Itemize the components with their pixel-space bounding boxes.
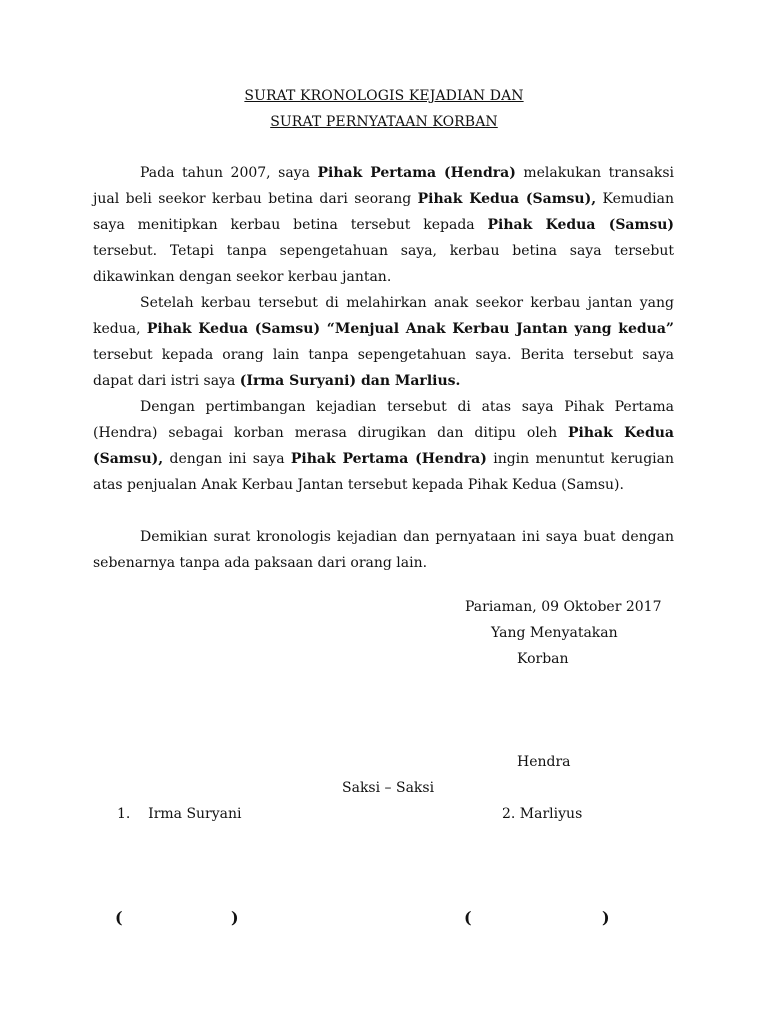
paragraph-3-run-3: dengan ini saya <box>163 451 291 467</box>
paragraph-1-run-5: Kemudian saya menitipkan kerbau betina tersebut kepada <box>93 191 674 233</box>
place-date: Pariaman, 09 Oktober 2017 <box>465 599 662 615</box>
declarant-name: Hendra <box>517 754 571 770</box>
paragraph-1-run-7: tersebut. Tetapi tanpa sepengetahuan saya, kerbau betina saya tersebut dikawinkan dengan seekor kerbau jantan. <box>93 243 674 285</box>
paragraph-3-run-2: Pihak Kedua (Samsu), <box>93 425 674 467</box>
declarant-label: Yang Menyatakan <box>491 625 618 641</box>
paragraph-2-run-3: tersebut kepada orang lain tanpa sepengetahuan saya. Berita tersebut saya dapat dari istri saya <box>93 347 674 389</box>
paragraph-3-run-1: Dengan pertimbangan kejadian tersebut di atas saya Pihak Pertama (Hendra) sebagai korban merasa dirugikan dan ditipu oleh <box>93 399 674 441</box>
paragraph-3-run-4: Pihak Pertama (Hendra) <box>290 451 487 467</box>
witness-2-name: 2. Marliyus <box>502 806 583 822</box>
paragraph-2-run-1: Setelah kerbau tersebut di melahirkan anak seekor kerbau jantan yang kedua, <box>93 295 674 337</box>
paragraph-1-run-2: Pihak Pertama (Hendra) <box>317 165 516 181</box>
paragraph-1-run-1: Pada tahun 2007, saya <box>140 165 318 181</box>
letter-body <box>93 160 674 576</box>
paragraph-4-run-1: Demikian surat kronologis kejadian dan pernyataan ini saya buat dengan sebenarnya tanpa ada paksaan dari orang lain. <box>93 529 674 571</box>
witness-2-signature-open: ( <box>464 908 472 927</box>
paragraph-3 <box>93 394 674 498</box>
witness-1-name: 1. Irma Suryani <box>117 806 242 822</box>
paragraph-1-run-4: Pihak Kedua (Samsu), <box>417 191 597 207</box>
declarant-role: Korban <box>517 651 569 667</box>
paragraph-2 <box>93 290 674 394</box>
title-line-2: SURAT PERNYATAAN KORBAN <box>270 114 498 130</box>
witness-1-signature-close: ) <box>231 908 239 927</box>
paragraph-2-run-2: Pihak Kedua (Samsu) “Menjual Anak Kerbau Jantan yang kedua” <box>146 321 674 337</box>
paragraph-1-run-3: melakukan transaksi jual beli seekor kerbau betina dari seorang <box>93 165 674 207</box>
paragraph-3-run-5: ingin menuntut kerugian atas penjualan Anak Kerbau Jantan tersebut kepada Pihak Kedua (Samsu). <box>93 451 674 493</box>
paragraph-2-run-4: (Irma Suryani) dan Marlius. <box>239 373 461 389</box>
witness-1-signature-open: ( <box>115 908 123 927</box>
paragraph-4 <box>93 524 674 576</box>
paragraph-1-run-6: Pihak Kedua (Samsu) <box>487 217 674 233</box>
witness-heading: Saksi – Saksi <box>342 780 435 796</box>
witness-2-signature-close: ) <box>602 908 610 927</box>
paragraph-1 <box>93 160 674 290</box>
title-line-1: SURAT KRONOLOGIS KEJADIAN DAN <box>244 88 524 104</box>
